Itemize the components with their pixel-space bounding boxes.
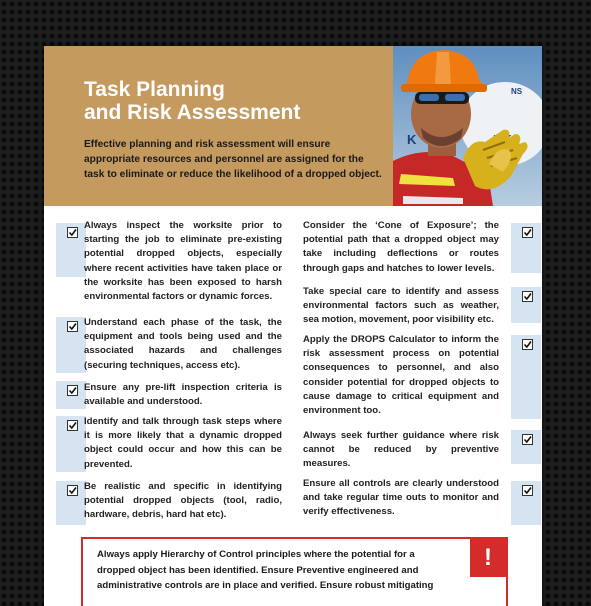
left-item-3: Ensure any pre-lift inspection criteria is available and understood. — [84, 382, 282, 408]
right-item-4: Always seek further guidance where risk cannot be reduced by preventive measures. — [303, 430, 499, 470]
right-item-2: Take special care to identify and assess environmental factors such as weather, sea motion, movement, poor visibility etc. — [303, 286, 499, 326]
right-item-1: Consider the ‘Cone of Exposure’; the potential path that a dropped object may take including deflections or routes through gaps and hatches to lower levels. — [303, 220, 499, 274]
checkbox-checked-icon — [67, 385, 78, 396]
worker-illustration — [393, 46, 542, 206]
left-item-2: Understand each phase of the task, the equipment and tools being used and the associated hazards and challenges (securing techniques, access etc). — [84, 317, 282, 371]
left-item-1: Always inspect the worksite prior to starting the job to eliminate pre-existing potential dropped objects, especially where recent activities have taken place or the worksite has been exposed to harsh environmental factors or dynamic forces. — [84, 220, 282, 303]
checkbox-checked-icon — [67, 485, 78, 496]
left-item-4: Identify and talk through task steps where it is more likely that a dynamic dropped object could occur and how this can be prevented. — [84, 416, 282, 470]
header-panel — [44, 46, 393, 206]
title-line-2: and Risk Assessment — [84, 101, 301, 124]
checkbox-checked-icon — [67, 420, 78, 431]
right-checkbox-strip-3 — [511, 335, 541, 419]
intro-text: Effective planning and risk assessment will ensure appropriate resources and personnel are assigned for the task to eliminate or reduce the likelihood of a dropped object. — [84, 139, 382, 180]
checkbox-checked-icon — [67, 227, 78, 238]
left-checkbox-strip-4 — [56, 416, 86, 472]
checkbox-checked-icon — [522, 227, 533, 238]
left-checkbox-strip-3 — [56, 381, 86, 409]
left-checkbox-strip-5 — [56, 481, 86, 525]
warning-box — [81, 537, 508, 606]
title-line-1: Task Planning — [84, 78, 225, 101]
page-title — [84, 78, 384, 124]
sign-text-1: K — [407, 132, 417, 147]
right-checkbox-strip-5 — [511, 481, 541, 525]
right-item-3: Apply the DROPS Calculator to inform the risk assessment process on potential consequences to personnel, and also consider potential for dropped objects to cause damage to critical equipment and environment too. — [303, 334, 499, 417]
sign-text-3: NS — [511, 87, 523, 96]
right-checkbox-strip-1 — [511, 223, 541, 273]
warning-text: Always apply Hierarchy of Control principles where the potential for a dropped object has been identified. Ensure Preventive engineered and administrative controls are in place and verified. Ensure robust mitigating — [97, 549, 434, 591]
right-item-5: Ensure all controls are clearly understood and take regular time outs to monitor and verify effectiveness. — [303, 478, 499, 518]
document-page — [44, 46, 542, 606]
right-checkbox-strip-2 — [511, 287, 541, 323]
right-checkbox-strip-4 — [511, 430, 541, 464]
checkbox-checked-icon — [522, 339, 533, 350]
checkbox-checked-icon — [522, 291, 533, 302]
worker-photo — [393, 46, 542, 206]
left-checkbox-strip-2 — [56, 317, 86, 373]
exclamation-icon: ! — [470, 539, 506, 577]
checkbox-checked-icon — [67, 321, 78, 332]
left-item-5: Be realistic and specific in identifying potential dropped objects (tool, radio, hardware, debris, hard hat etc). — [84, 481, 282, 521]
checkbox-checked-icon — [522, 485, 533, 496]
checkbox-checked-icon — [522, 434, 533, 445]
left-checkbox-strip-1 — [56, 223, 86, 277]
